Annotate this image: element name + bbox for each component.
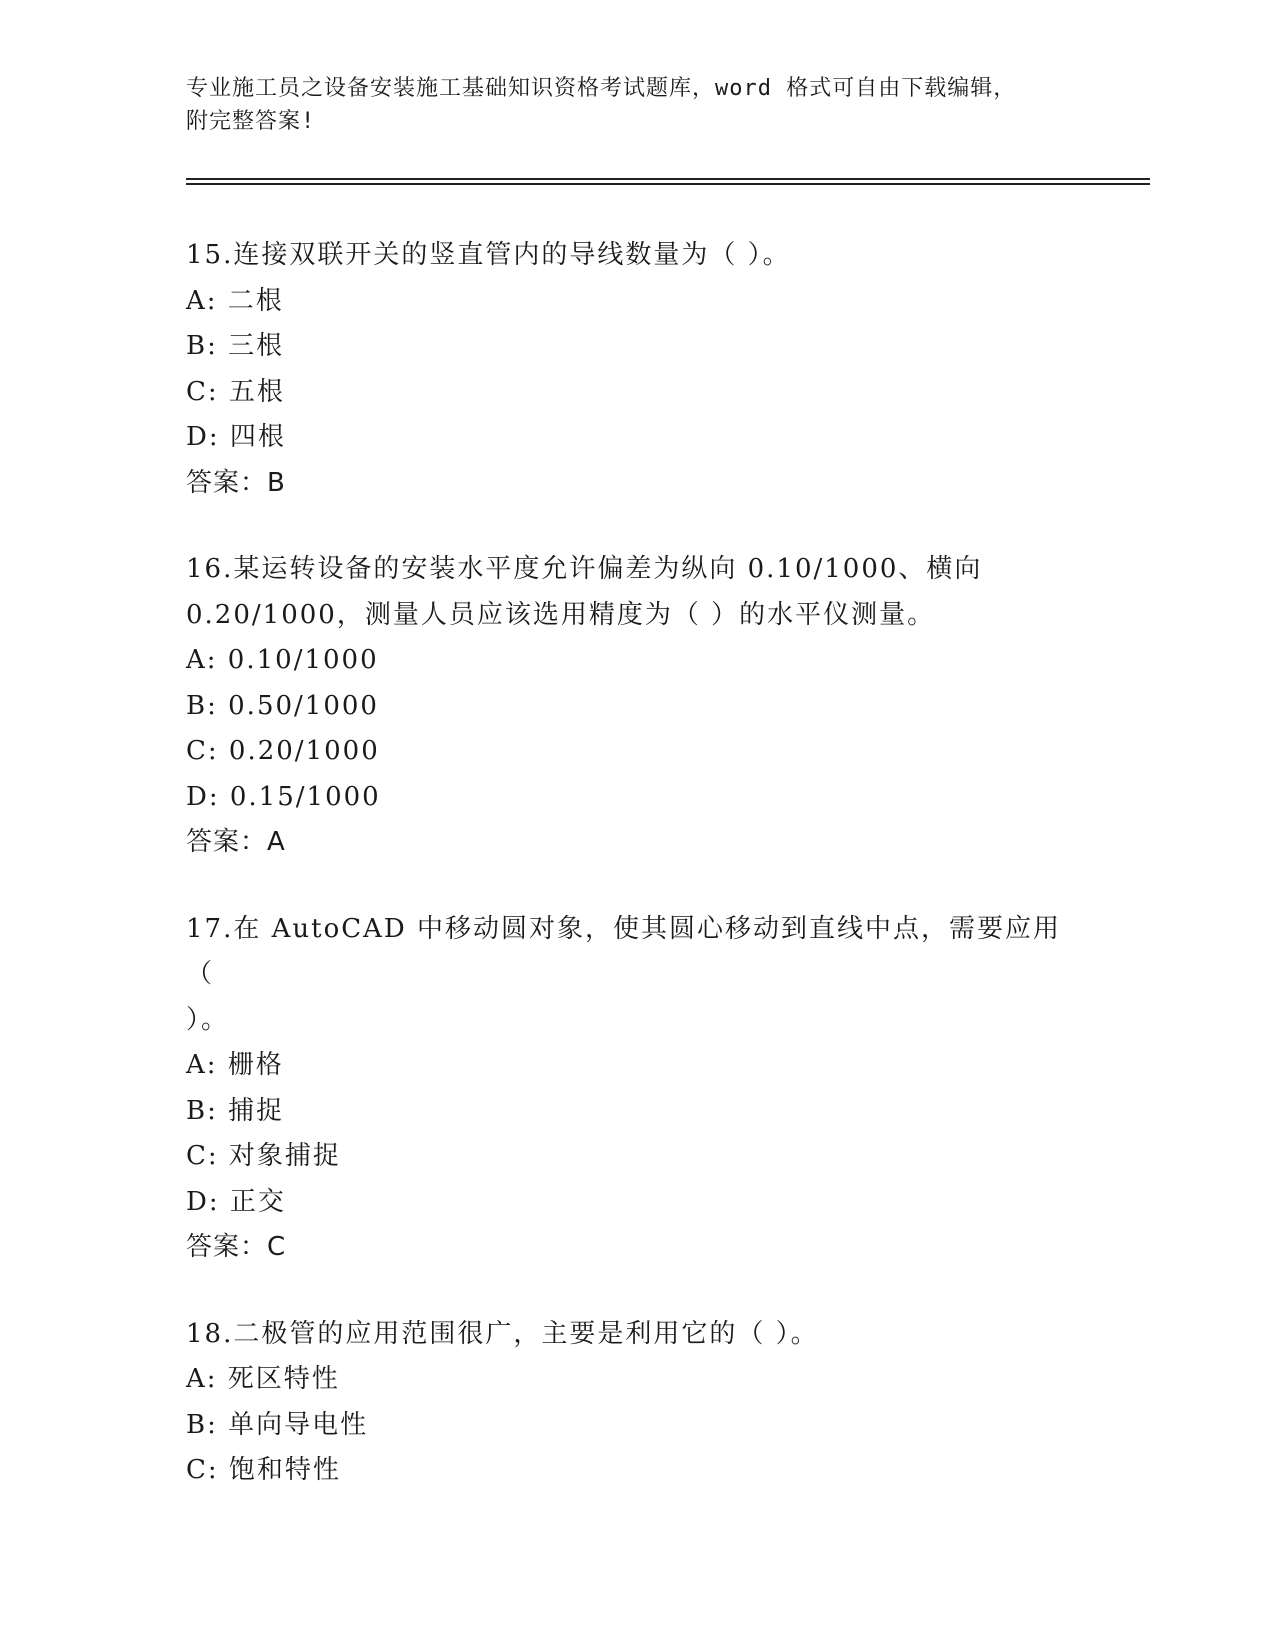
option-c: C: 对象捕捉 <box>186 1141 341 1171</box>
option-b: B: 0.50/1000 <box>186 690 379 721</box>
option-b: B: 捕捉 <box>186 1095 285 1126</box>
option-d: D: 四根 <box>186 422 286 452</box>
header-rule-top <box>186 178 1150 180</box>
option-a: A: 0.10/1000 <box>186 645 379 675</box>
question-list <box>186 233 1086 1535</box>
question-17 <box>186 907 1086 1271</box>
answer-line: 答案：C <box>186 1232 287 1262</box>
option-c: C: 0.20/1000 <box>186 736 380 766</box>
option-b: B: 三根 <box>186 331 285 361</box>
option-d: D: 0.15/1000 <box>186 781 381 812</box>
question-stem: 18.二极管的应用范围很广，主要是利用它的（ ）。 <box>186 1318 819 1349</box>
option-a: A: 死区特性 <box>186 1364 340 1394</box>
question-15 <box>186 233 1086 506</box>
header-rule-bottom <box>186 183 1150 185</box>
option-d: D: 正交 <box>186 1186 286 1217</box>
question-16 <box>186 547 1086 866</box>
question-stem: 15.连接双联开关的竖直管内的导线数量为（ ）。 <box>186 240 791 270</box>
option-c: C: 五根 <box>186 376 285 407</box>
question-stem: 16.某运转设备的安装水平度允许偏差为纵向 0.10/1000、横向 0.20/1000，测量人员应该选用精度为（ ）的水平仪测量。 <box>186 554 983 630</box>
option-b: B: 单向导电性 <box>186 1409 369 1440</box>
option-a: A: 二根 <box>186 285 284 316</box>
header-line-2: 附完整答案! <box>186 109 316 134</box>
answer-line: 答案：B <box>186 467 286 498</box>
answer-line: 答案：A <box>186 827 286 857</box>
question-stem: 17.在 AutoCAD 中移动圆对象，使其圆心移动到直线中点，需要应用（ ）。 <box>186 913 1062 1035</box>
document-header <box>186 72 1086 138</box>
question-18 <box>186 1312 1086 1494</box>
option-c: C: 饱和特性 <box>186 1455 341 1485</box>
option-a: A: 栅格 <box>186 1050 284 1080</box>
header-line-1: 专业施工员之设备安装施工基础知识资格考试题库，word 格式可自由下载编辑， <box>186 76 1017 101</box>
